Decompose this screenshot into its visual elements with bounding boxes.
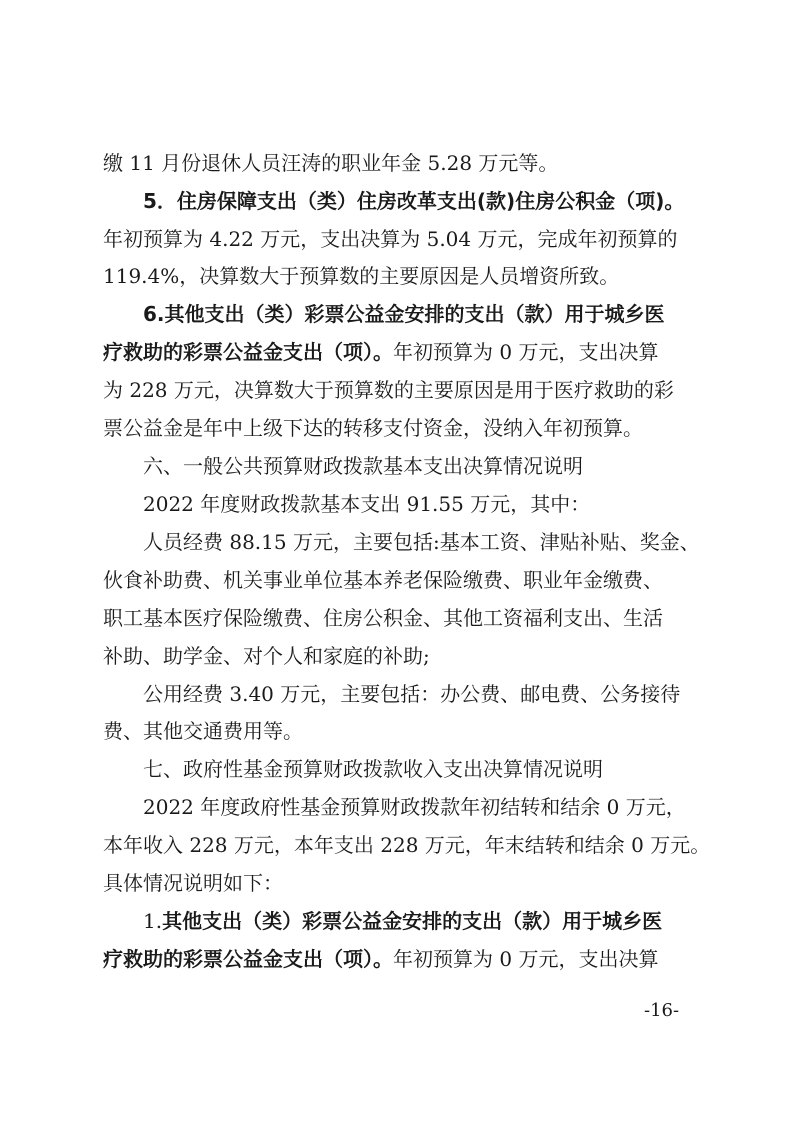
paragraph-line: 2022 年度政府性基金预算财政拨款年初结转和结余 0 万元，	[143, 795, 686, 819]
paragraph-line: 职工基本医疗保险缴费、住房公积金、其他工资福利支出、生活	[103, 606, 663, 630]
paragraph-line: 疗救助的彩票公益金支出（项）。年初预算为 0 万元，支出决算	[103, 340, 659, 364]
paragraph-line: 具体情况说明如下：	[103, 871, 283, 895]
paragraph-line: 票公益金是年中上级下达的转移支付资金，没纳入年初预算。	[103, 416, 643, 440]
paragraph-line: 年初预算为 4.22 万元，支出决算为 5.04 万元，完成年初预算的	[103, 227, 678, 251]
paragraph-line: 公用经费 3.40 万元，主要包括：办公费、邮电费、公务接待	[143, 682, 681, 706]
paragraph-line: 缴 11 月份退休人员汪涛的职业年金 5.28 万元等。	[103, 151, 559, 175]
paragraph-line: 费、其他交通费用等。	[103, 719, 303, 743]
subheading-line: 6.其他支出（类）彩票公益金安排的支出（款）用于城乡医	[143, 302, 665, 326]
subheading-line: 1.其他支出（类）彩票公益金安排的支出（款）用于城乡医	[143, 909, 663, 933]
paragraph-line: 为 228 万元，决算数大于预算数的主要原因是用于医疗救助的彩	[103, 378, 674, 402]
subheading-line: 5．住房保障支出（类）住房改革支出(款)住房公积金（项)。	[143, 189, 685, 213]
paragraph-line: 疗救助的彩票公益金支出（项）。年初预算为 0 万元，支出决算	[103, 947, 659, 971]
page-number: -16-	[644, 1000, 680, 1021]
paragraph-line: 伙食补助费、机关事业单位基本养老保险缴费、职业年金缴费、	[103, 568, 663, 592]
paragraph-line: 2022 年度财政拨款基本支出 91.55 万元，其中：	[143, 492, 591, 516]
paragraph-line: 本年收入 228 万元，本年支出 228 万元，年末结转和结余 0 万元。	[103, 833, 711, 857]
paragraph-line: 补助、助学金、对个人和家庭的补助;	[103, 644, 430, 668]
section-heading: 六、一般公共预算财政拨款基本支出决算情况说明	[143, 454, 583, 478]
paragraph-line: 119.4%，决算数大于预算数的主要原因是人员增资所致。	[103, 264, 620, 288]
paragraph-line: 人员经费 88.15 万元，主要包括:基本工资、津贴补贴、奖金、	[143, 530, 700, 554]
section-heading: 七、政府性基金预算财政拨款收入支出决算情况说明	[143, 757, 603, 781]
